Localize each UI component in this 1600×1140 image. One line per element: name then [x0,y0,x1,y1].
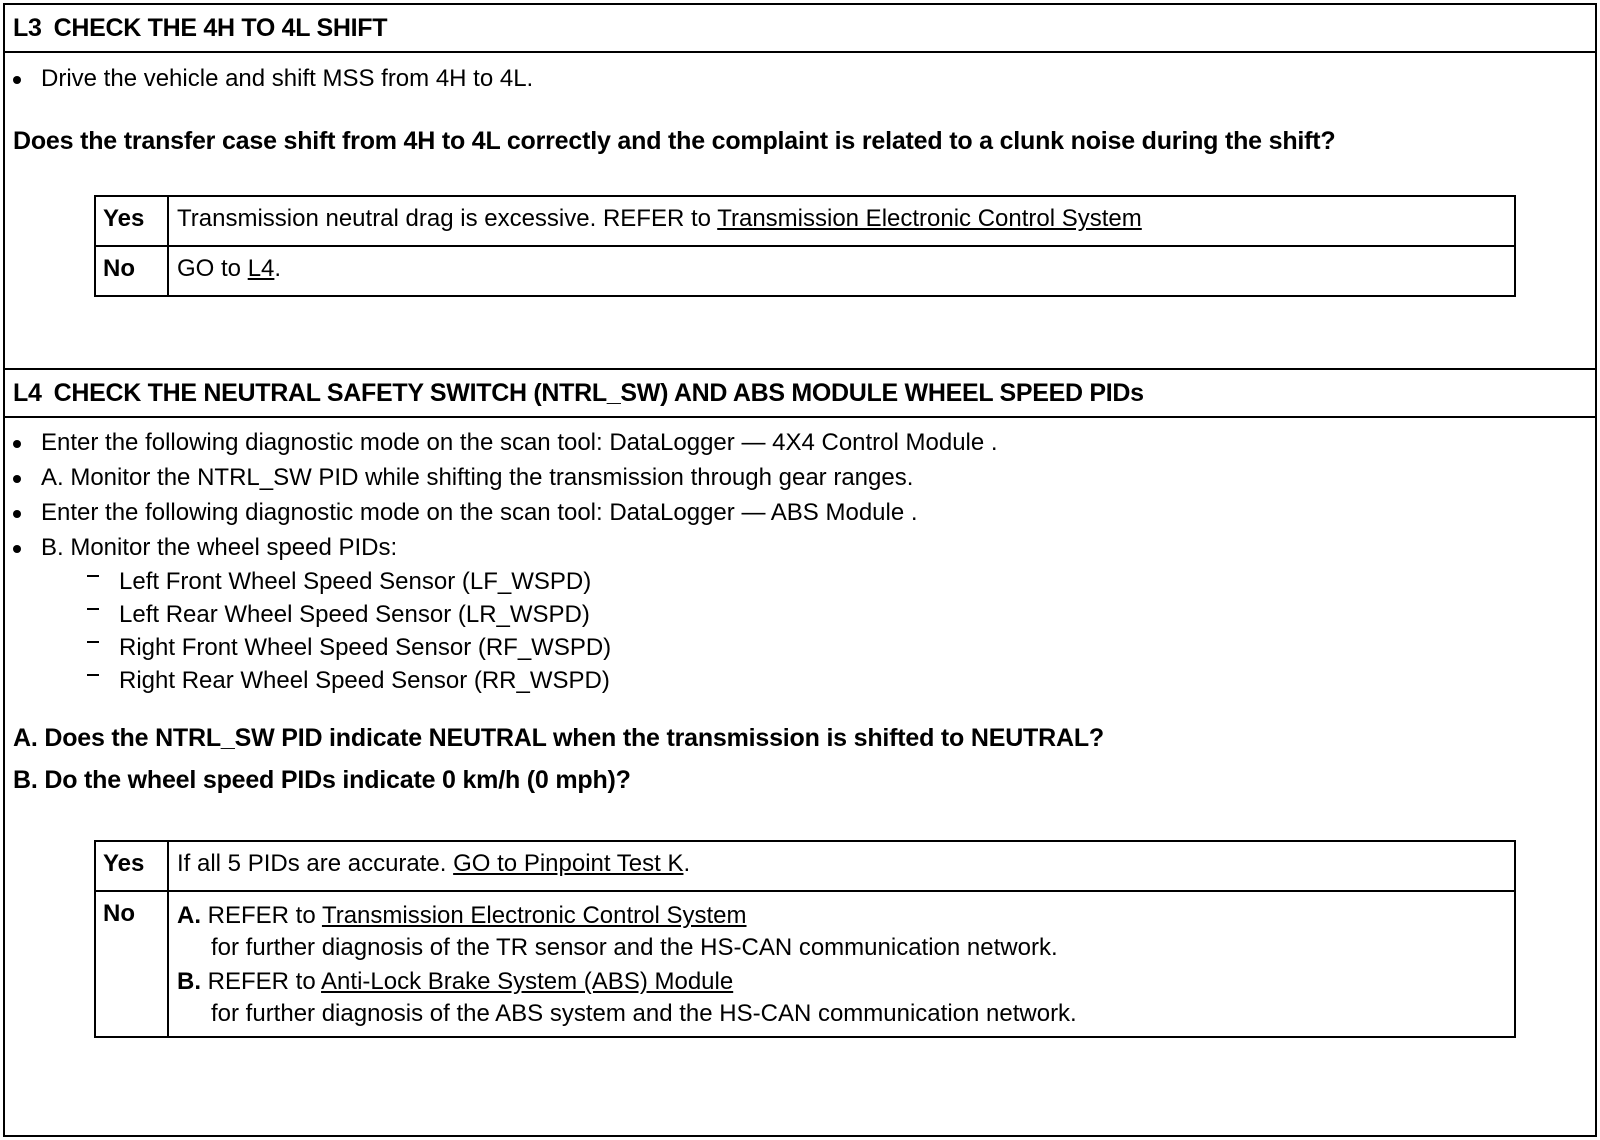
no-suffix: . [274,255,282,282]
yes-text: If all 5 PIDs are accurate. [177,850,454,877]
step-l4-title: CHECK THE NEUTRAL SAFETY SWITCH (NTRL_SW) AND ABS MODULE WHEEL SPEED PIDs [53,379,1144,407]
link-abs-module[interactable]: Anti-Lock Brake System (ABS) Module [321,968,734,995]
no-label: No [95,246,168,296]
step-l3-bullets [5,61,1595,96]
yes-action [168,841,1515,891]
list-item: Left Front Wheel Speed Sensor (LF_WSPD) [87,565,1595,598]
step-l4-id: L4 [13,379,42,407]
link-transmission-electronic-control-system[interactable]: Transmission Electronic Control System [321,902,747,929]
list-item: A. Monitor the NTRL_SW PID while shifting the transmission through gear ranges. [9,460,1595,495]
step-l3 [5,5,1595,370]
yes-label: Yes [95,841,168,891]
list-item: Drive the vehicle and shift MSS from 4H to 4L. [9,61,1595,96]
table-row-no [95,891,1515,1037]
no-a-prefix: A. [177,902,201,929]
wheel-speed-pid-list [5,565,1595,697]
no-b-detail: for further diagnosis of the ABS system and the HS-CAN communication network. [211,1000,1077,1027]
table-row-no [95,246,1515,296]
yes-text: Transmission neutral drag is excessive. REFER to [177,205,718,232]
yes-suffix: . [683,850,691,877]
diagnostic-procedure [3,3,1597,1137]
link-transmission-electronic-control-system[interactable]: Transmission Electronic Control System [717,205,1142,232]
link-pinpoint-test-k[interactable]: GO to Pinpoint Test K [453,850,684,877]
list-item: B. Monitor the wheel speed PIDs: [9,530,1595,565]
step-l4-question-b: B. Do the wheel speed PIDs indicate 0 km/h (0 mph)? [13,766,631,794]
no-action-a [177,900,1514,932]
no-a-detail: for further diagnosis of the TR sensor and the HS-CAN communication network. [211,934,1058,961]
no-b-prefix: B. [177,968,201,995]
step-l4-yes-no-table [94,840,1516,1038]
step-l3-yes-no-table [94,195,1516,297]
step-l4-header [5,370,1595,418]
yes-label: Yes [95,196,168,246]
no-action [168,246,1515,296]
step-l3-title: CHECK THE 4H TO 4L SHIFT [53,14,388,42]
list-item: Right Front Wheel Speed Sensor (RF_WSPD) [87,631,1595,664]
step-l4-bullets [5,425,1595,565]
step-l4 [5,370,1595,1135]
yes-action [168,196,1515,246]
step-l3-header [5,5,1595,53]
no-b-text: REFER to [201,968,322,995]
list-item: Left Rear Wheel Speed Sensor (LR_WSPD) [87,598,1595,631]
step-l3-question: Does the transfer case shift from 4H to 4L correctly and the complaint is related to a clunk noise during the shift? [13,127,1336,155]
no-text: GO to [177,255,248,282]
step-l3-id: L3 [13,14,42,42]
table-row-yes [95,196,1515,246]
no-label: No [95,891,168,1037]
link-step-l4[interactable]: L4 [247,255,275,282]
no-action [168,891,1515,1037]
no-a-text: REFER to [201,902,322,929]
list-item: Enter the following diagnostic mode on the scan tool: DataLogger — 4X4 Control Module . [9,425,1595,460]
list-item: Right Rear Wheel Speed Sensor (RR_WSPD) [87,664,1595,697]
step-l4-question-a: A. Does the NTRL_SW PID indicate NEUTRAL when the transmission is shifted to NEUTRAL? [13,724,1104,752]
table-row-yes [95,841,1515,891]
no-action-b [177,966,1514,998]
list-item: Enter the following diagnostic mode on the scan tool: DataLogger — ABS Module . [9,495,1595,530]
